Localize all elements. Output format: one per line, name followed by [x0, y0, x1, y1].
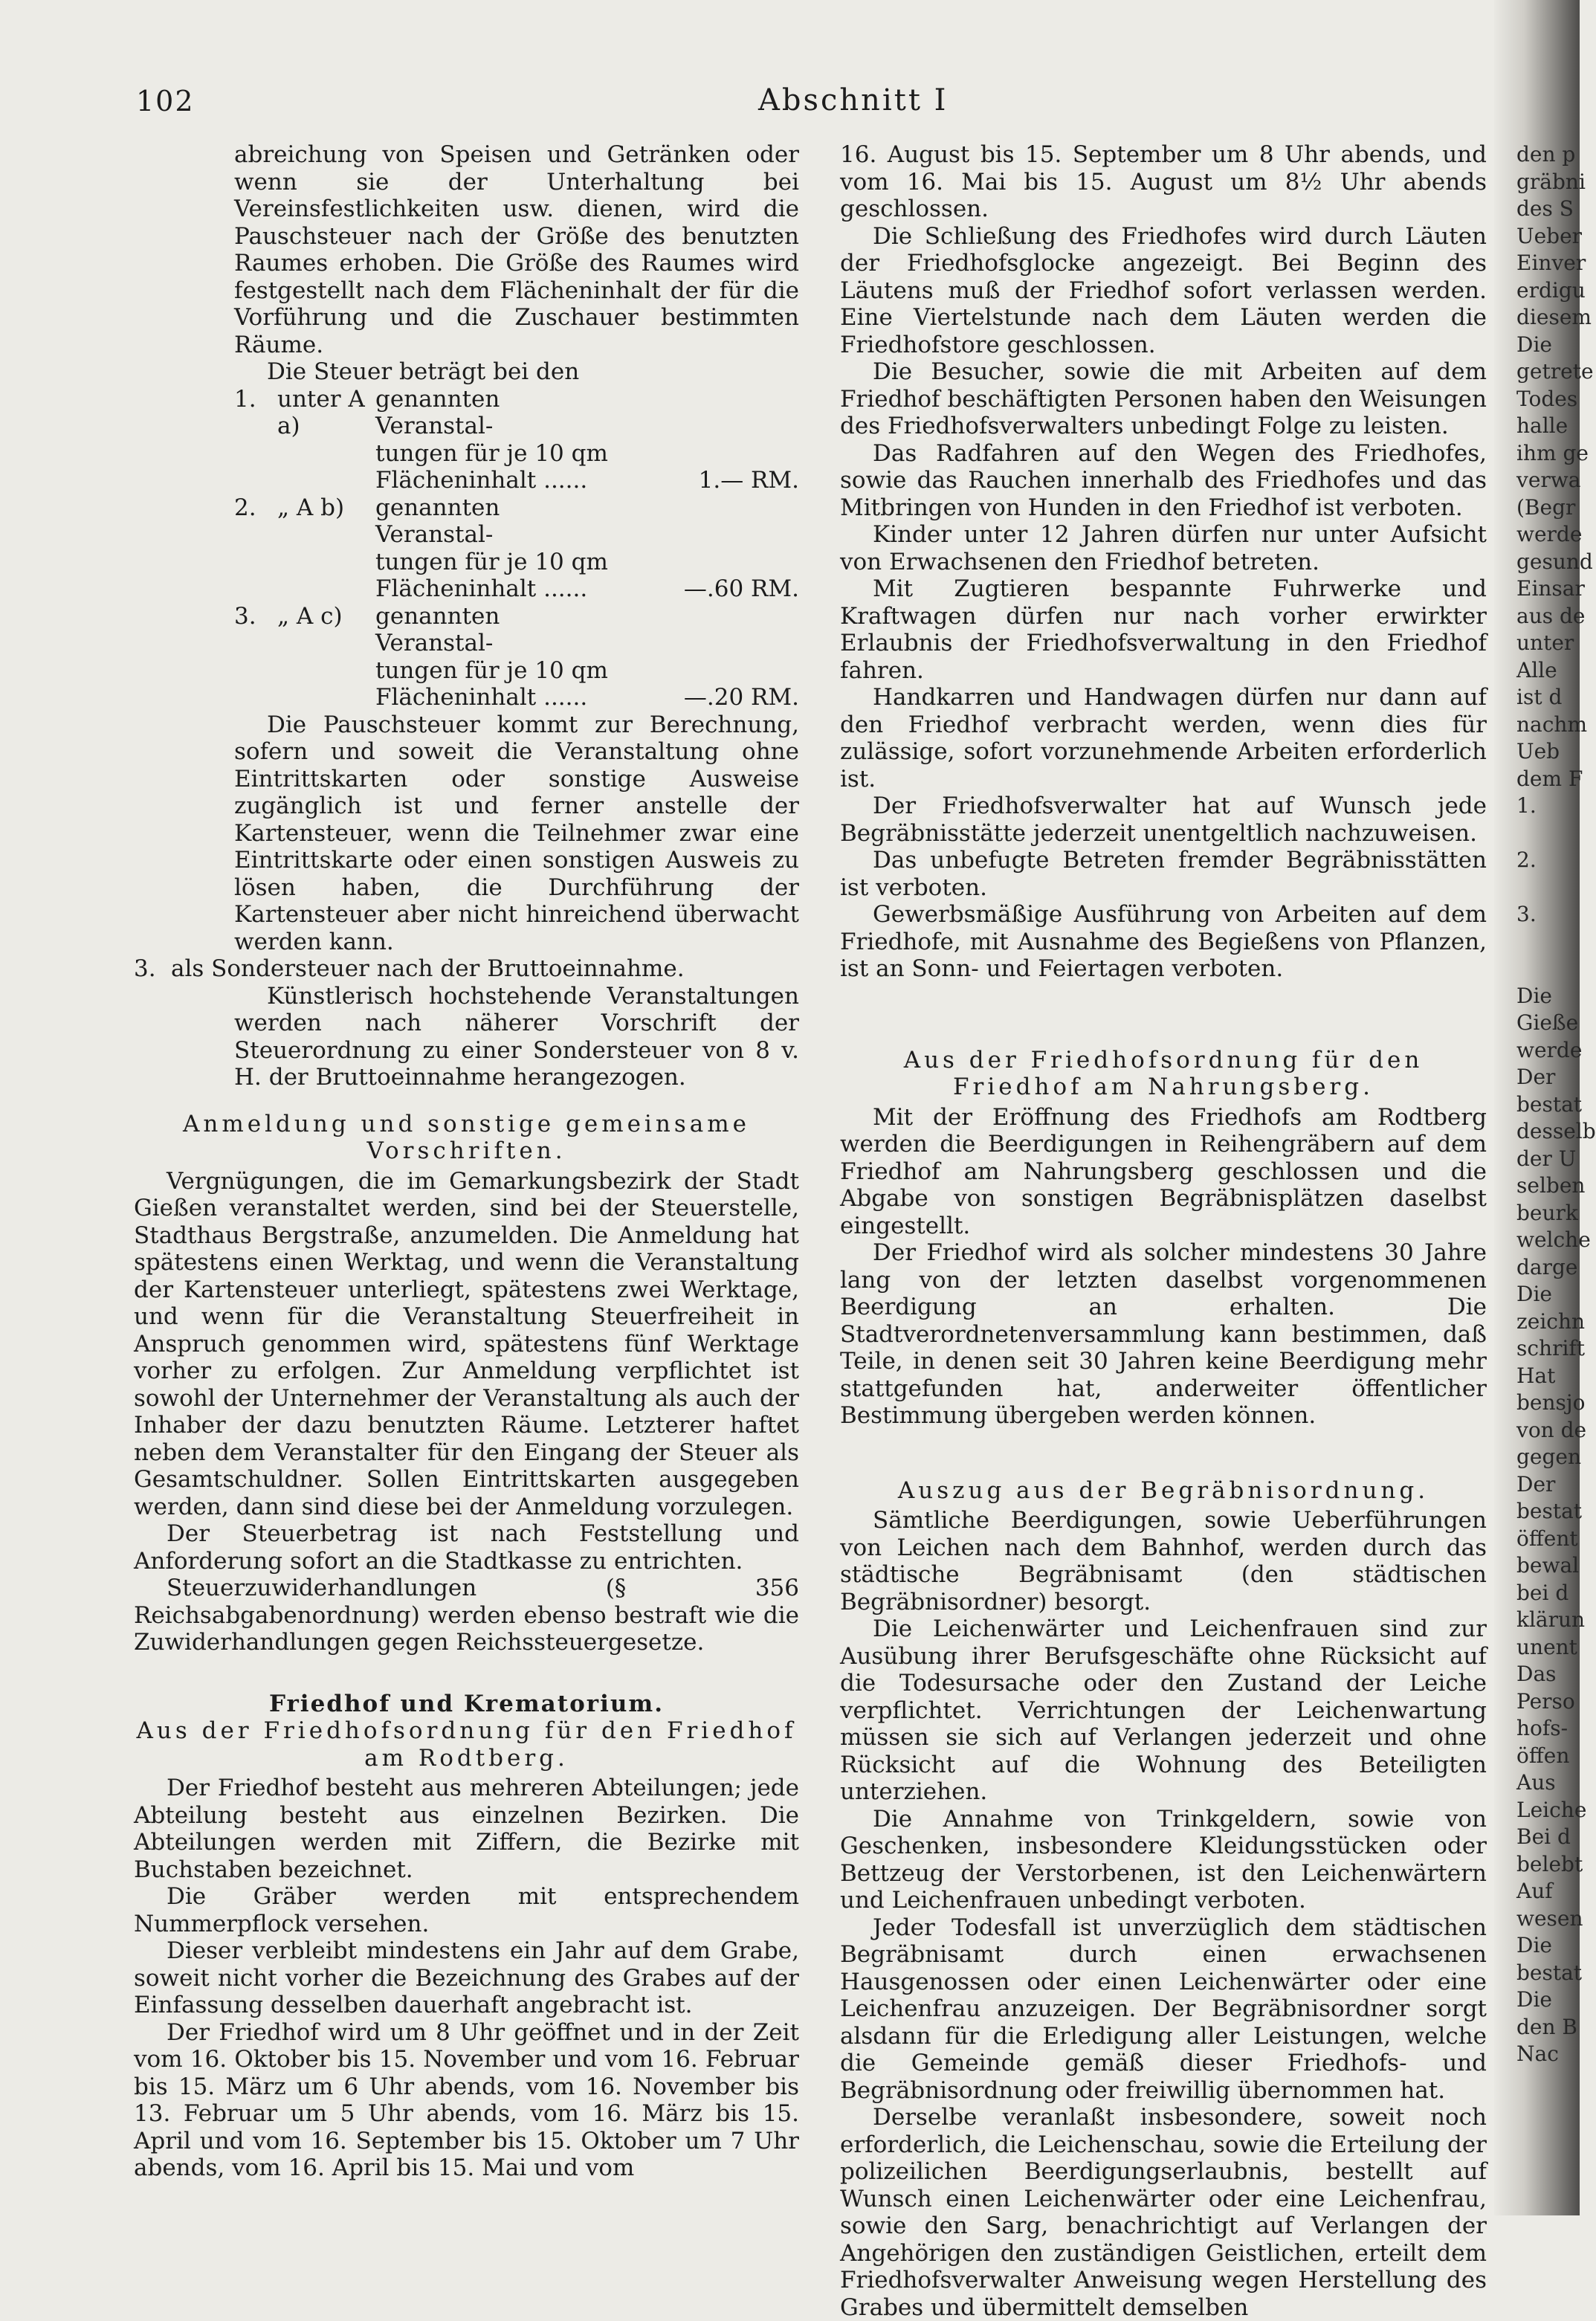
- rate-reference: unter A a): [277, 385, 365, 439]
- paragraph: Der Friedhofsverwalter hat auf Wunsch jede Begräbnisstätte jederzeit unentgeltlich nachzuweisen.: [840, 793, 1487, 847]
- rate-reference: „ A b): [277, 494, 345, 521]
- cropped-line: Die: [1516, 332, 1552, 357]
- cropped-line: Aus: [1516, 1770, 1556, 1795]
- cropped-line: 3.: [1516, 902, 1537, 926]
- cropped-line: gegen: [1516, 1444, 1582, 1469]
- cropped-line: den p: [1516, 142, 1576, 167]
- cropped-line: Ueber: [1516, 223, 1583, 248]
- rate-label: genannten Veranstal-: [375, 494, 500, 548]
- paragraph: Handkarren und Handwagen dürfen nur dann auf den Friedhof verbracht werden, wenn dies für zulässige, sofort vorzunehmende Arbeiten erforderlich ist.: [840, 684, 1487, 793]
- rate-label: genannten Veranstal-: [375, 385, 500, 439]
- section-title: Anmeldung und sonstige gemeinsame Vorschriften.: [183, 1110, 750, 1164]
- rate-number: 3.: [234, 602, 256, 630]
- rate-list: [234, 386, 799, 711]
- cropped-line: [1516, 874, 1583, 902]
- cropped-line: bestat: [1516, 1091, 1583, 1117]
- column-right-cropped: [1516, 141, 1596, 2068]
- paragraph: Steuerzuwiderhandlungen (§ 356 Reichsabgabenordnung) werden ebenso bestraft wie die Zuwiderhandlungen gegen Reichssteuergesetze.: [134, 1575, 799, 1656]
- cropped-line: Alle: [1516, 657, 1557, 682]
- paragraph: Dieser verbleibt mindestens ein Jahr auf dem Grabe, soweit nicht vorher die Bezeichnung des Grabes auf der Einfassung desselben dauerhaft angebracht ist.: [134, 1937, 799, 2018]
- rate-number: 2.: [234, 494, 256, 521]
- cropped-line: Der: [1516, 1065, 1556, 1089]
- cropped-line: Perso: [1516, 1688, 1575, 1714]
- cropped-line: [1516, 820, 1583, 848]
- cropped-line: gesund: [1516, 549, 1593, 574]
- rate-label: tungen für je 10 qm: [375, 439, 608, 467]
- paragraph: Der Friedhof wird um 8 Uhr geöffnet und in der Zeit vom 16. Oktober bis 15. November und vom 16. Februar bis 15. März um 6 Uhr abends, vom 16. November bis 13. Februar um 5 Uhr abends, vom 16. März bis 15. April und vom 16. September bis 15. Oktober um 7 Uhr abends, vom 16. April bis 15. Mai und vom: [134, 2018, 799, 2181]
- paragraph: Die Besucher, sowie die mit Arbeiten auf dem Friedhof beschäftigten Personen haben den Weisungen des Friedhofsverwalters unbedingt Folge zu leisten.: [840, 358, 1487, 439]
- cropped-line: werde: [1516, 522, 1583, 546]
- cropped-line: 1.: [1516, 793, 1537, 818]
- paragraph: Künstlerisch hochstehende Veranstaltungen werden nach näherer Vorschrift der Steuerordnung zu einer Sondersteuer von 8 v. H. der Bruttoeinnahme herangezogen.: [234, 982, 799, 1091]
- cropped-line: Der: [1516, 1471, 1556, 1497]
- cropped-line: 2.: [1516, 848, 1537, 872]
- paragraph: Derselbe veranlaßt insbesondere, soweit noch erforderlich, die Leichenschau, sowie die Erteilung der polizeilichen Beerdigungserlaubnis, bestellt auf Wunsch einen Leichenwärter oder eine Leichenfrau, sowie den Sarg, benachrichtigt auf Verlangen der Angehörigen den zuständigen Geistlichen, erteilt dem Friedhofsverwalter Anweisung wegen Herstellung des Grabes und übermittelt demselben: [840, 2104, 1487, 2321]
- cropped-line: Das: [1516, 1662, 1557, 1686]
- cropped-line: Bei d: [1516, 1824, 1571, 1849]
- cropped-line: nachm: [1516, 711, 1587, 737]
- rate-amount: 1.— RM.: [698, 467, 799, 494]
- paragraph: Das unbefugte Betreten fremder Begräbnisstätten ist verboten.: [840, 847, 1487, 901]
- cropped-line: Einver: [1516, 251, 1586, 275]
- rate-label: tungen für je 10 qm: [375, 656, 608, 684]
- cropped-line: Auf: [1516, 1879, 1553, 1903]
- cropped-line: öffen: [1516, 1743, 1570, 1768]
- cropped-line: beurk: [1516, 1200, 1578, 1225]
- cropped-line: hofs-: [1516, 1716, 1568, 1740]
- cropped-line: Hat: [1516, 1363, 1556, 1388]
- cropped-line: belebt: [1516, 1851, 1583, 1876]
- section-heading: Friedhof und Krematorium.: [269, 1690, 664, 1717]
- cropped-line: desselb: [1516, 1119, 1596, 1143]
- cropped-line: klärun: [1516, 1607, 1586, 1632]
- rate-label: Flächeninhalt ......: [375, 575, 588, 602]
- paragraph: Vergnügungen, die im Gemarkungsbezirk der Stadt Gießen veranstaltet werden, sind bei der Steuerstelle, Stadthaus Bergstraße, anzumelden. Die Anmeldung hat spätestens einen Werktag, und wenn die Veranstaltung der Kartensteuer unterliegt, spätestens zwei Werktage, und wenn für die Veranstaltung Steuerfreiheit in Anspruch genommen wird, spätestens fünf Werktage vorher zu erfolgen. Zur Anmeldung verpflichtet ist sowohl der Unternehmer der Veranstaltung als auch der Inhaber der dazu benutzten Räume. Letzterer haftet neben dem Veranstalter für den Eingang der Steuer als Gesamtschuldner. Sollen Eintrittskarten ausgegeben werden, dann sind diese bei der Anmeldung vorzulegen.: [134, 1167, 799, 1520]
- paragraph: Die Pauschsteuer kommt zur Berechnung, sofern und soweit die Veranstaltung ohne Eintrittskarten oder sonstige Ausweise zugänglich ist und ferner anstelle der Kartensteuer, wenn die Teilnehmer zwar eine Eintrittskarte oder einen sonstigen Ausweis zu lösen haben, die Durchführung der Kartensteuer aber nicht hinreichend überwacht werden kann.: [234, 711, 799, 955]
- rate-label: tungen für je 10 qm: [375, 548, 608, 575]
- paragraph: Die Schließung des Friedhofes wird durch Läuten der Friedhofsglocke angezeigt. Bei Beginn des Läutens muß der Friedhof sofort verlassen werden. Eine Viertelstunde nach dem Läuten werden die Friedhofstore geschlossen.: [840, 222, 1487, 358]
- cropped-line: bei d: [1516, 1580, 1569, 1605]
- cropped-line: von de: [1516, 1417, 1587, 1442]
- cropped-line: den B: [1516, 2014, 1578, 2039]
- cropped-line: halle: [1516, 413, 1568, 438]
- cropped-line: welche: [1516, 1227, 1591, 1252]
- rate-amount: —.60 RM.: [683, 575, 799, 602]
- paragraph: Die Leichenwärter und Leichenfrauen sind zur Ausübung ihrer Berufsgeschäfte ohne Rücksicht auf die Todesursache oder den Zustand der Leiche verpflichtet. Verrichtungen der Leichenwartung müssen sie sich auf Verlangen jederzeit und ohne Rücksicht auf die Wohnung des Beteiligten unterziehen.: [840, 1615, 1487, 1805]
- section-title: Aus der Friedhofsordnung für den Friedhof am Nahrungsberg.: [903, 1046, 1424, 1100]
- cropped-line: Die: [1516, 1987, 1552, 2012]
- paragraph: Sämtliche Beerdigungen, sowie Ueberführungen von Leichen nach dem Bahnhof, werden durch das städtische Begräbnisamt (den städtischen Begräbnisordner) besorgt.: [840, 1507, 1487, 1615]
- rate-label: Flächeninhalt ......: [375, 467, 588, 494]
- cropped-line: bensjo: [1516, 1390, 1586, 1415]
- cropped-line: diesem: [1516, 305, 1592, 329]
- cropped-line: aus de: [1516, 603, 1586, 628]
- paragraph: Die Gräber werden mit entsprechendem Nummerpflock versehen.: [134, 1883, 799, 1937]
- paragraph: Jeder Todesfall ist unverzüglich dem städtischen Begräbnisamt durch einen erwachsenen Hausgenossen oder einen Leichenwärter oder eine Leichenfrau anzuzeigen. Der Begräbnisordner sorgt alsdann für die Erledigung aller Leistungen, welche die Gemeinde gemäß dieser Friedhofs- und Begräbnisordnung oder freiwillig übernommen hat.: [840, 1914, 1487, 2104]
- rate-number: 1.: [234, 385, 256, 413]
- cropped-line: selben: [1516, 1173, 1586, 1198]
- paragraph: Mit der Eröffnung des Friedhofs am Rodtberg werden die Beerdigungen in Reihengräbern auf dem Friedhof am Nahrungsberg geschlossen und die Abgabe von sonstigen Begräbnisplätzen daselbst eingestellt.: [840, 1103, 1487, 1239]
- cropped-line: erdigu: [1516, 277, 1586, 303]
- paragraph: Mit Zugtieren bespannte Fuhrwerke und Kraftwagen dürfen nur nach vorher erwirkter Erlaubnis der Friedhofsverwaltung in den Friedhof fahren.: [840, 575, 1487, 684]
- cropped-line: Die: [1516, 1282, 1552, 1306]
- column-middle: [840, 141, 1487, 2321]
- cropped-line: der U: [1516, 1146, 1577, 1171]
- cropped-line: öffent: [1516, 1526, 1578, 1551]
- cropped-line: werde: [1516, 1037, 1583, 1062]
- cropped-line: Einsar: [1516, 576, 1585, 601]
- rate-amount: —.20 RM.: [683, 684, 799, 711]
- cropped-line: getrete: [1516, 359, 1594, 384]
- cropped-line: schrift: [1516, 1336, 1586, 1360]
- cropped-line: Nac: [1516, 2041, 1559, 2066]
- cropped-line: ist d: [1516, 685, 1563, 709]
- cropped-line: verwa: [1516, 468, 1581, 492]
- cropped-line: unter: [1516, 630, 1574, 655]
- cropped-line: ihm ge: [1516, 440, 1589, 465]
- cropped-line: darge: [1516, 1254, 1578, 1279]
- paragraph: Gewerbsmäßige Ausführung von Arbeiten auf dem Friedhofe, mit Ausnahme des Begießens von Pflanzen, ist an Sonn- und Feiertagen verboten.: [840, 901, 1487, 982]
- page-number: 102: [136, 85, 195, 117]
- paragraph: Der Friedhof besteht aus mehreren Abteilungen; jede Abteilung besteht aus einzelnen Bezirken. Die Abteilungen werden mit Ziffern, die Bezirke mit Buchstaben bezeichnet.: [134, 1775, 799, 1883]
- paragraph: abreichung von Speisen und Getränken oder wenn sie der Unterhaltung bei Vereinsfestlichkeiten usw. dienen, wird die Pauschsteuer nach der Größe des benutzten Raumes erhoben. Die Größe des Raumes wird festgestellt nach dem Flächeninhalt der für die Vorführung und die Zuschauer bestimmten Räume.: [234, 141, 799, 358]
- cropped-line: (Begr: [1516, 494, 1576, 520]
- cropped-line: Gieße: [1516, 1010, 1579, 1035]
- cropped-line: Leiche: [1516, 1797, 1587, 1822]
- cropped-line: Die: [1516, 1933, 1552, 1957]
- cropped-line: wesen: [1516, 1905, 1583, 1931]
- list-item-number: 3.: [134, 955, 156, 982]
- cropped-line: Die: [1516, 983, 1552, 1008]
- rate-intro: Die Steuer beträgt bei den: [267, 358, 580, 385]
- cropped-line: unent: [1516, 1634, 1577, 1659]
- paragraph: Der Friedhof wird als solcher mindestens 30 Jahre lang von der letzten daselbst vorgenommenen Beerdigung an erhalten. Die Stadtverordnetenversammlung kann bestimmen, daß Teile, in denen seit 30 Jahren keine Beerdigung mehr stattgefunden hat, anderweiter öffentlicher Bestimmung übergeben werden können.: [840, 1239, 1487, 1429]
- rate-label: genannten Veranstal-: [375, 602, 500, 656]
- column-left: [134, 141, 799, 2182]
- paragraph: 16. August bis 15. September um 8 Uhr abends, und vom 16. Mai bis 15. August um 8½ Uhr abends geschlossen.: [840, 141, 1487, 222]
- paragraph: Die Annahme von Trinkgeldern, sowie von Geschenken, insbesondere Kleidungsstücken oder Bettzeug der Verstorbenen, ist den Leichenwärtern und Leichenfrauen unbedingt verboten.: [840, 1805, 1487, 1914]
- cropped-line: gräbni: [1516, 169, 1586, 194]
- cropped-line: dem F: [1516, 766, 1583, 791]
- paragraph: Der Steuerbetrag ist nach Feststellung und Anforderung sofort an die Stadtkasse zu entrichten.: [134, 1520, 799, 1575]
- rate-label: Flächeninhalt ......: [375, 684, 588, 711]
- running-head: Abschnitt I: [758, 83, 949, 117]
- paragraph: Das Radfahren auf den Wegen des Friedhofes, sowie das Rauchen innerhalb des Friedhofes und das Mitbringen von Hunden in den Friedhof ist verboten.: [840, 439, 1487, 521]
- cropped-line: bewal: [1516, 1553, 1580, 1578]
- cropped-line: [1516, 929, 1583, 956]
- cropped-line: [1516, 955, 1583, 983]
- rate-reference: „ A c): [277, 602, 343, 630]
- list-item: [134, 955, 799, 983]
- cropped-line: Todes: [1516, 386, 1578, 411]
- cropped-line: Ueb: [1516, 739, 1560, 764]
- section-title: Auszug aus der Begräbnisordnung.: [897, 1476, 1429, 1504]
- cropped-line: zeichn: [1516, 1308, 1586, 1334]
- paragraph: Kinder unter 12 Jahren dürfen nur unter Aufsicht von Erwachsenen den Friedhof betreten.: [840, 521, 1487, 575]
- cropped-line: des S: [1516, 196, 1574, 221]
- section-title: Aus der Friedhofsordnung für den Friedhof am Rodtberg.: [136, 1717, 797, 1772]
- cropped-line: bestat: [1516, 1960, 1583, 1985]
- list-item-title: als Sondersteuer nach der Bruttoeinnahme.: [171, 955, 685, 982]
- cropped-line: bestat: [1516, 1499, 1583, 1523]
